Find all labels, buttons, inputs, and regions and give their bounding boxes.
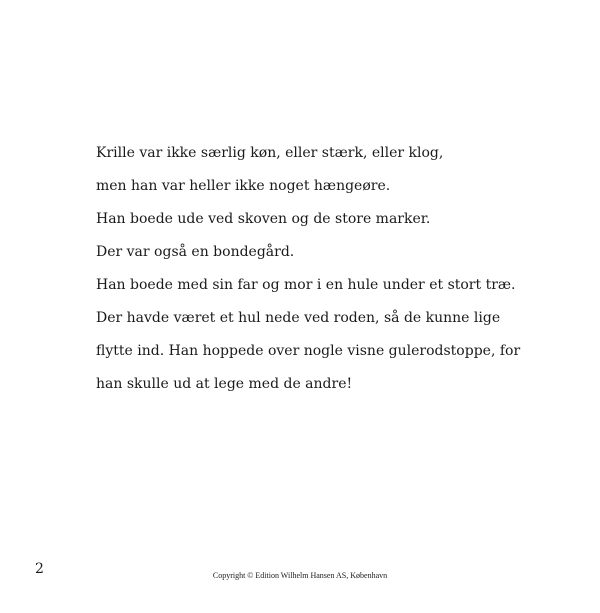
story-line: Der var også en bondegård.: [96, 244, 295, 260]
story-text: [96, 145, 536, 409]
page-number: 2: [35, 561, 44, 577]
story-line: Han boede ude ved skoven og de store marker.: [96, 211, 431, 227]
story-line: Der havde været et hul nede ved roden, så de kunne lige: [96, 310, 501, 326]
story-line: flytte ind. Han hoppede over nogle visne gulerodstoppe, for: [96, 343, 521, 359]
copyright-notice: Copyright © Edition Wilhelm Hansen AS, København: [212, 571, 388, 580]
story-line: Han boede med sin far og mor i en hule under et stort træ.: [96, 277, 516, 293]
story-line: men han var heller ikke noget hængeøre.: [96, 178, 391, 194]
story-line: Krille var ikke særlig køn, eller stærk, eller klog,: [96, 145, 444, 161]
story-line: han skulle ud at lege med de andre!: [96, 376, 353, 392]
